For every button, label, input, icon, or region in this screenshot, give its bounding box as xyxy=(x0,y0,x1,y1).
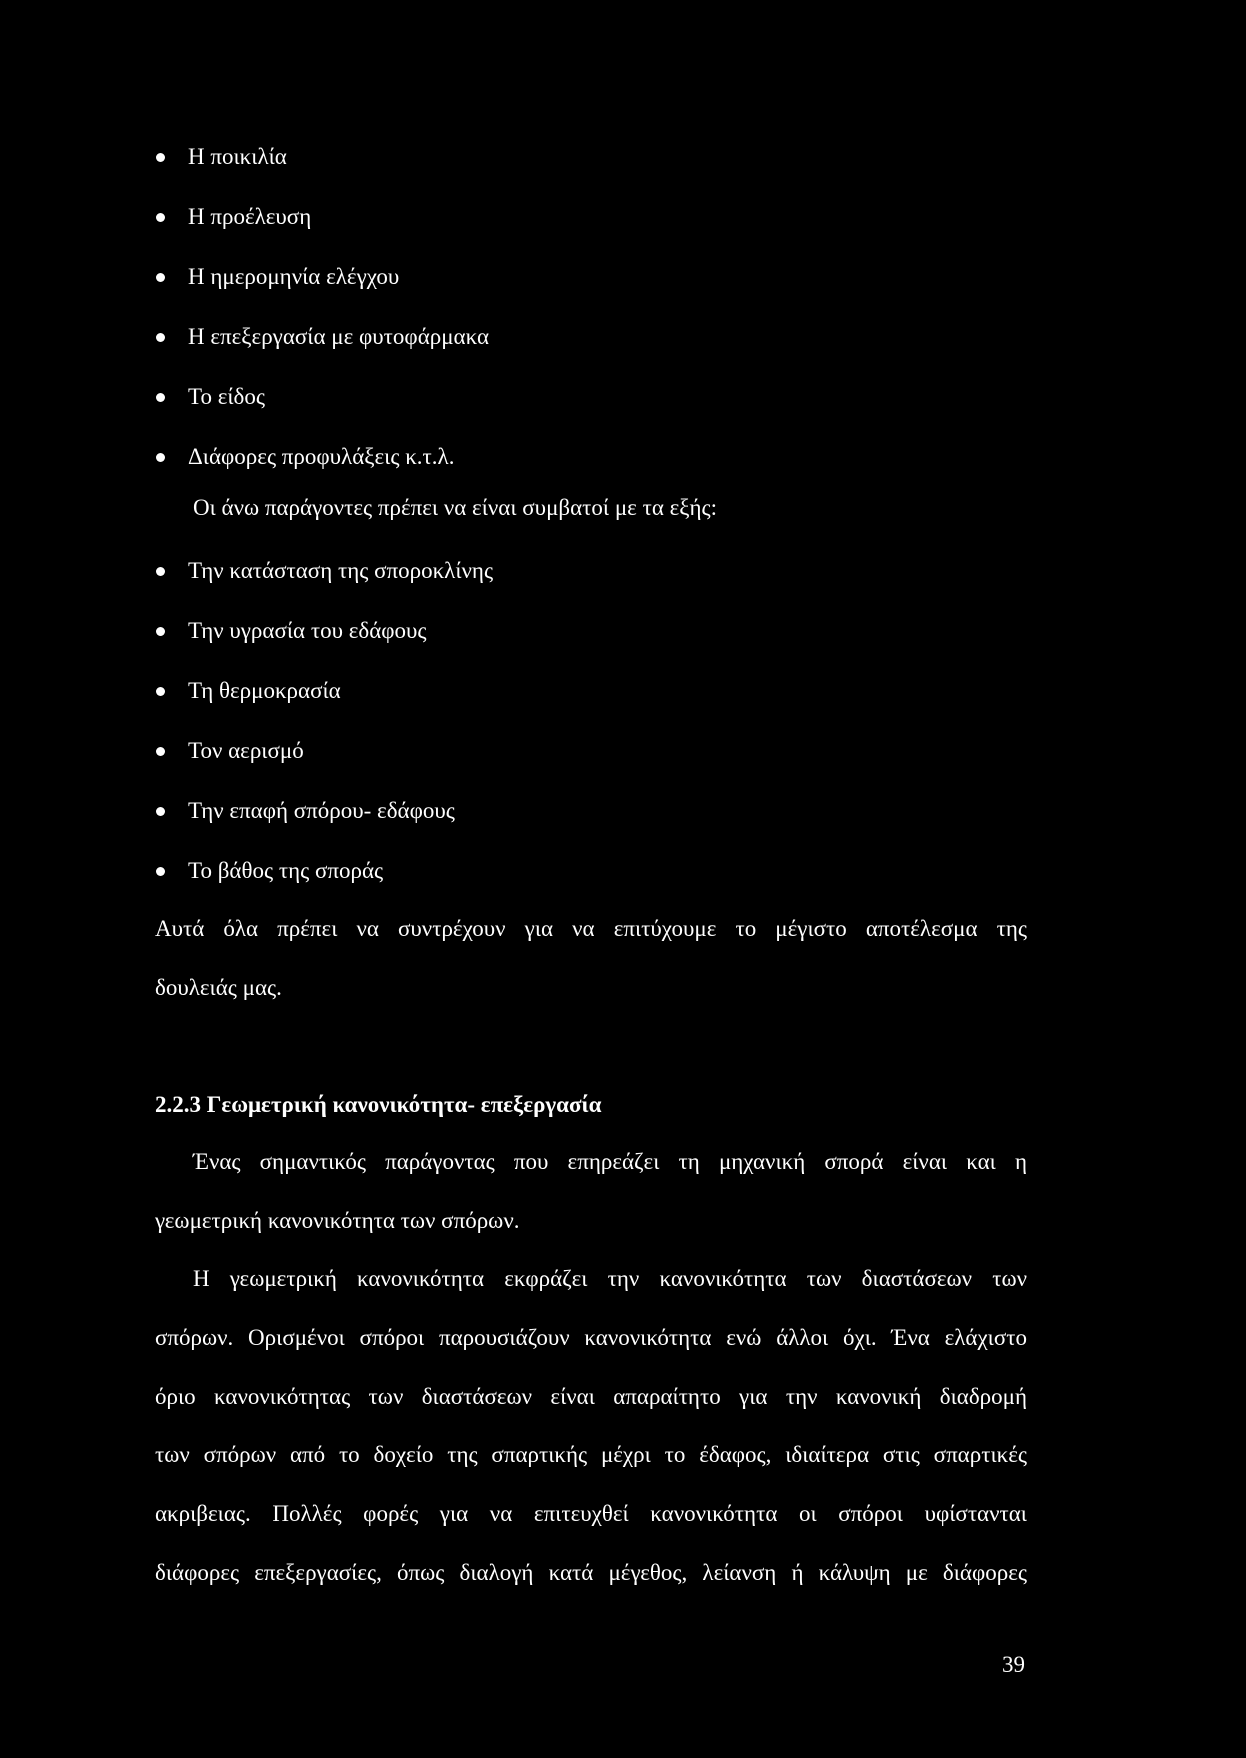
list-item-text: Η επεξεργασία με φυτοφάρμακα xyxy=(188,324,490,349)
list-item-text: Την κατάσταση της σποροκλίνης xyxy=(188,558,494,583)
bullet-icon xyxy=(156,333,165,342)
bullet-icon xyxy=(156,807,165,816)
bullet-icon xyxy=(156,213,165,222)
paragraph-line: Αυτά όλα πρέπει να συντρέχουν για να επιτύχουμε το μέγιστο αποτέλεσμα της xyxy=(155,916,1027,941)
list-item-text: Την επαφή σπόρου- εδάφους xyxy=(188,798,455,823)
bullet-list-compatibility-factors xyxy=(150,541,1050,901)
list-item-text: Η ποικιλία xyxy=(188,144,287,169)
list-item-text: Τον αερισμό xyxy=(188,738,304,763)
paragraph-line: ακριβειας. Πολλές φορές για να επιτευχθεί κανονικότητα οι σπόροι υφίστανται xyxy=(155,1501,1027,1526)
list-item xyxy=(150,661,1050,721)
paragraph-line: σπόρων. Ορισμένοι σπόροι παρουσιάζουν κανονικότητα ενώ άλλοι όχι. Ένα ελάχιστο xyxy=(155,1325,1027,1350)
bullet-icon xyxy=(156,747,165,756)
list-item xyxy=(150,127,1050,187)
bullet-icon xyxy=(156,393,165,402)
bullet-icon xyxy=(156,153,165,162)
list-item xyxy=(150,721,1050,781)
paragraph-line: δουλειάς μας. xyxy=(155,975,282,1000)
paragraph-line: διάφορες επεξεργασίες, όπως διαλογή κατά μέγεθος, λείανση ή κάλυψη με διάφορες xyxy=(155,1560,1027,1585)
list-item xyxy=(150,187,1050,247)
list-item xyxy=(150,781,1050,841)
list-item xyxy=(150,601,1050,661)
bullet-icon xyxy=(156,687,165,696)
bullet-icon xyxy=(156,567,165,576)
paragraph-line: Η γεωμετρική κανονικότητα εκφράζει την κανονικότητα των διαστάσεων των xyxy=(193,1266,1027,1291)
list-item-text: Την υγρασία του εδάφους xyxy=(188,618,427,643)
bullet-icon xyxy=(156,627,165,636)
bullet-icon xyxy=(156,867,165,876)
list-item-text: Η ημερομηνία ελέγχου xyxy=(188,264,400,289)
bullet-list-seed-characteristics xyxy=(150,127,1050,487)
list-item-text: Το είδος xyxy=(188,384,266,409)
bullet-icon xyxy=(156,453,165,462)
list-item-text: Το βάθος της σποράς xyxy=(188,858,384,883)
page-number: 39 xyxy=(1002,1652,1025,1677)
list-item-text: Διάφορες προφυλάξεις κ.τ.λ. xyxy=(188,444,455,469)
intro-sentence: Οι άνω παράγοντες πρέπει να είναι συμβατοί με τα εξής: xyxy=(193,495,718,520)
paragraph-line: γεωμετρική κανονικότητα των σπόρων. xyxy=(155,1208,520,1233)
list-item xyxy=(150,367,1050,427)
list-item xyxy=(150,247,1050,307)
list-item xyxy=(150,541,1050,601)
bullet-icon xyxy=(156,273,165,282)
paragraph-line: Ένας σημαντικός παράγοντας που επηρεάζει τη μηχανική σπορά είναι και η xyxy=(193,1149,1027,1174)
list-item xyxy=(150,841,1050,901)
paragraph-line: των σπόρων από το δοχείο της σπαρτικής μέχρι το έδαφος, ιδιαίτερα στις σπαρτικές xyxy=(155,1442,1027,1467)
section-heading: 2.2.3 Γεωμετρική κανονικότητα- επεξεργασία xyxy=(155,1092,602,1117)
list-item xyxy=(150,427,1050,487)
list-item-text: Η προέλευση xyxy=(188,204,312,229)
paragraph-line: όριο κανονικότητας των διαστάσεων είναι απαραίτητο για την κανονική διαδρομή xyxy=(155,1384,1027,1409)
list-item xyxy=(150,307,1050,367)
list-item-text: Τη θερμοκρασία xyxy=(188,678,341,703)
